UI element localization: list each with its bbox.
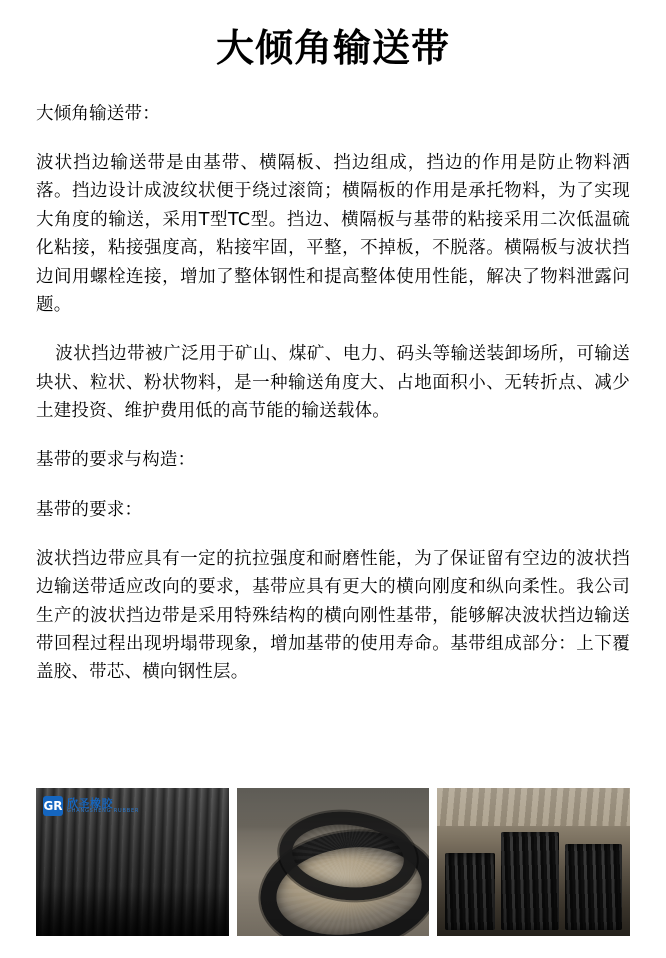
warehouse-roof <box>437 788 630 826</box>
product-photo-gallery <box>36 788 630 936</box>
photo-coiled-sidewall-conveyor-belt <box>237 788 430 936</box>
photo-warehouse-stacked-belts <box>437 788 630 936</box>
document-page <box>0 28 666 958</box>
belt-stack-right <box>565 844 623 930</box>
logo-wordmark <box>67 798 139 815</box>
page-title: 大倾角输送带 <box>215 26 450 70</box>
belt-stack-center <box>501 832 559 930</box>
logo-chinese-name: 欣圣橡胶 <box>67 796 113 810</box>
paragraph-requirements-detail: 波状挡边带应具有一定的抗拉强度和耐磨性能，为了保证留有空边的波状挡边输送带适应改向的要求，基带应具有更大的横向刚度和纵向柔性。我公司生产的波状挡边带是采用特殊结构的横向刚性基带，能够解决波状挡边输送带回程过程出现坍塌带现象，增加基带的使用寿命。基带组成部分：上下覆盖胶、带芯、横向钢性层。 <box>36 548 630 683</box>
paragraph-heading-requirements: 基带的要求： <box>36 499 143 520</box>
paragraph-construction: 波状挡边输送带是由基带、横隔板、挡边组成，挡边的作用是防止物料洒落。挡边设计成波纹状便于绕过滚筒；横隔板的作用是承托物料，为了实现大角度的输送，采用T型TC型。挡边、横隔板与基带的粘接采用二次低温硫化粘接，粘接强度高，粘接牢固，平整，不掉板，不脱落。横隔板与波状挡边间用螺栓连接，增加了整体钢性和提高整体使用性能，解决了物料泄露问题。 <box>36 153 630 315</box>
belt-stack-left <box>445 853 495 930</box>
paragraph-heading-intro: 大倾角输送带： <box>36 103 160 124</box>
paragraph-heading-base-belt: 基带的要求与构造： <box>36 450 196 471</box>
company-logo <box>43 796 139 816</box>
belt-coil-inner <box>275 805 421 907</box>
document-body <box>36 100 630 687</box>
logo-mark-icon: GR <box>43 796 63 816</box>
photo-corrugated-sidewall-belt-rolls <box>36 788 229 936</box>
logo-english-name: GHANGSHENG RUBBER <box>67 808 140 815</box>
paragraph-applications: 波状挡边带被广泛用于矿山、煤矿、电力、码头等输送装卸场所，可输送块状、粒状、粉状物料，是一种输送角度大、占地面积小、无转折点、减少土建投资、维护费用低的高节能的输送载体。 <box>36 344 630 421</box>
belt-coil-outer <box>252 821 429 936</box>
